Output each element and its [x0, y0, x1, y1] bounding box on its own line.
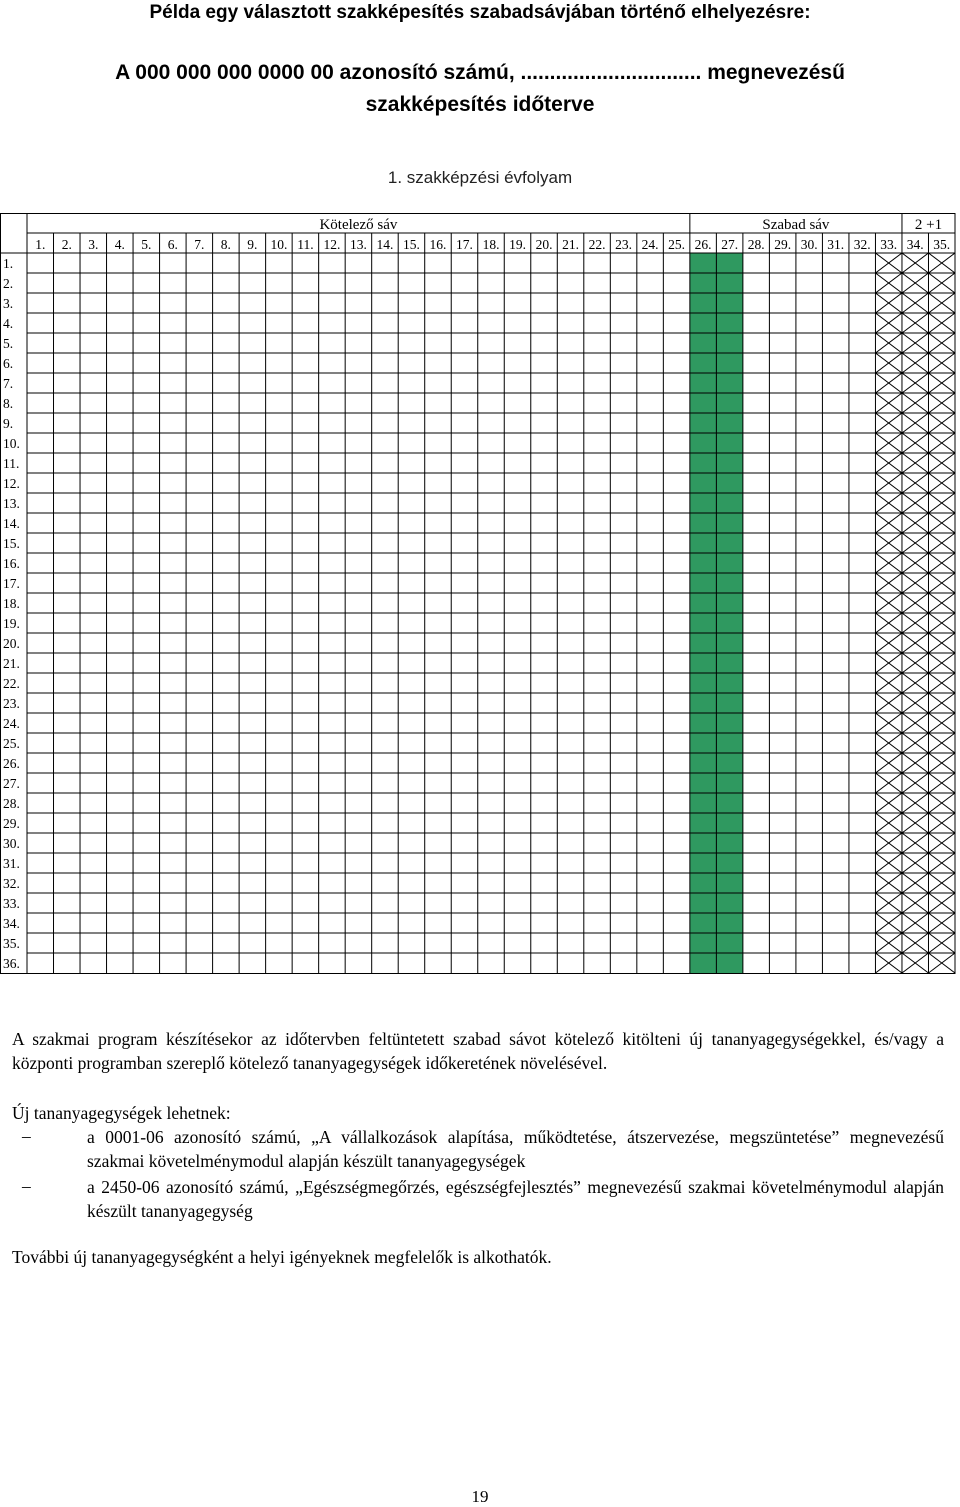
column-label: 28.	[747, 237, 765, 252]
column-label: 9.	[247, 237, 258, 252]
column-label: 13.	[349, 237, 367, 252]
row-label: 22.	[3, 676, 20, 691]
column-label: 2.	[61, 237, 72, 252]
column-label: 26.	[694, 237, 712, 252]
row-label: 3.	[3, 296, 14, 311]
column-label: 10.	[270, 237, 288, 252]
row-label: 11.	[3, 456, 20, 471]
column-label: 34.	[906, 237, 924, 252]
column-label: 17.	[456, 237, 473, 252]
column-label: 1.	[35, 237, 46, 252]
column-label: 11.	[297, 237, 314, 252]
bullet-item-1: a 0001-06 azonosító számú, „A vállalkozások alapítása, működtetése, átszervezése, megszüntetése” megnevezésű szakmai követelménymodul alapján készült tananyagegységek	[87, 1127, 944, 1171]
page-title-line1: Példa egy választott szakképesítés szabadsávjában történő elhelyezésre:	[149, 2, 811, 23]
group-header-mandatory: Kötelező sáv	[319, 217, 398, 233]
page-number: 19	[471, 1487, 489, 1506]
row-label: 15.	[3, 536, 20, 551]
group-header-extra: 2 +1	[914, 217, 943, 233]
row-label: 24.	[3, 716, 20, 731]
column-label: 15.	[403, 237, 420, 252]
row-label: 19.	[3, 616, 20, 631]
column-label: 35.	[933, 237, 951, 252]
column-label: 8.	[220, 237, 231, 252]
column-label: 12.	[323, 237, 341, 252]
row-label: 12.	[3, 476, 20, 491]
paragraph-further-units: További új tananyagegységként a helyi igényeknek megfelelők is alkothatók.	[12, 1247, 552, 1267]
bullet-dash-1: –	[22, 1126, 31, 1146]
column-label: 24.	[641, 237, 659, 252]
row-label: 26.	[3, 756, 20, 771]
row-label: 20.	[3, 636, 20, 651]
row-label: 10.	[3, 436, 20, 451]
row-label: 30.	[3, 836, 20, 851]
row-label: 28.	[3, 796, 20, 811]
row-label: 9.	[3, 416, 14, 431]
column-label: 4.	[114, 237, 125, 252]
row-label: 14.	[3, 516, 20, 531]
paragraph-new-units: Új tananyagegységek lehetnek:	[12, 1103, 231, 1123]
row-label: 2.	[3, 276, 14, 291]
column-label: 23.	[615, 237, 633, 252]
subtitle: 1. szakképzési évfolyam	[387, 168, 573, 187]
row-label: 8.	[3, 396, 14, 411]
column-label: 33.	[880, 237, 898, 252]
row-label: 35.	[3, 936, 20, 951]
column-label: 32.	[853, 237, 871, 252]
column-label: 3.	[88, 237, 99, 252]
row-label: 7.	[3, 376, 14, 391]
row-label: 31.	[3, 856, 20, 871]
row-label: 4.	[3, 316, 14, 331]
paragraph-free-band: A szakmai program készítésekor az időtervben feltüntetett szabad sávot kötelező kitölteni új tananyagegységekkel, és/vagy a központi programban szereplő kötelező tananyagegységek időkeretének növelésével.	[12, 1029, 944, 1073]
column-label: 25.	[668, 237, 686, 252]
page-title-line2: A 000 000 000 0000 00 azonosító számú, ............................... megnevezésű szakképesítés időterve	[115, 61, 845, 116]
column-label: 31.	[827, 237, 845, 252]
bullet-item-2: a 2450-06 azonosító számú, „Egészségmegőrzés, egészségfejlesztés” megnevezésű szakmai követelménymodul alapján készült tananyagegység	[87, 1177, 944, 1221]
row-label: 5.	[3, 336, 14, 351]
row-label: 25.	[3, 736, 20, 751]
row-label: 16.	[3, 556, 20, 571]
column-label: 6.	[167, 237, 178, 252]
column-label: 27.	[721, 237, 739, 252]
row-label: 33.	[3, 896, 20, 911]
column-label: 16.	[429, 237, 447, 252]
row-label: 23.	[3, 696, 20, 711]
column-label: 7.	[194, 237, 205, 252]
row-label: 1.	[3, 256, 14, 271]
column-label: 5.	[141, 237, 152, 252]
row-label: 34.	[3, 916, 20, 931]
row-label: 21.	[3, 656, 20, 671]
row-label: 29.	[3, 816, 20, 831]
row-label: 18.	[3, 596, 20, 611]
column-label: 22.	[588, 237, 606, 252]
row-label: 36.	[3, 956, 20, 971]
column-label: 30.	[800, 237, 818, 252]
row-label: 17.	[3, 576, 20, 591]
column-label: 20.	[535, 237, 553, 252]
row-label: 32.	[3, 876, 20, 891]
bullet-dash-2: –	[22, 1176, 31, 1196]
row-label: 6.	[3, 356, 14, 371]
group-header-free: Szabad sáv	[762, 217, 830, 233]
column-label: 18.	[482, 237, 500, 252]
column-label: 29.	[774, 237, 792, 252]
row-label: 13.	[3, 496, 20, 511]
column-label: 19.	[509, 237, 526, 252]
column-label: 21.	[562, 237, 579, 252]
column-label: 14.	[376, 237, 394, 252]
row-label: 27.	[3, 776, 20, 791]
